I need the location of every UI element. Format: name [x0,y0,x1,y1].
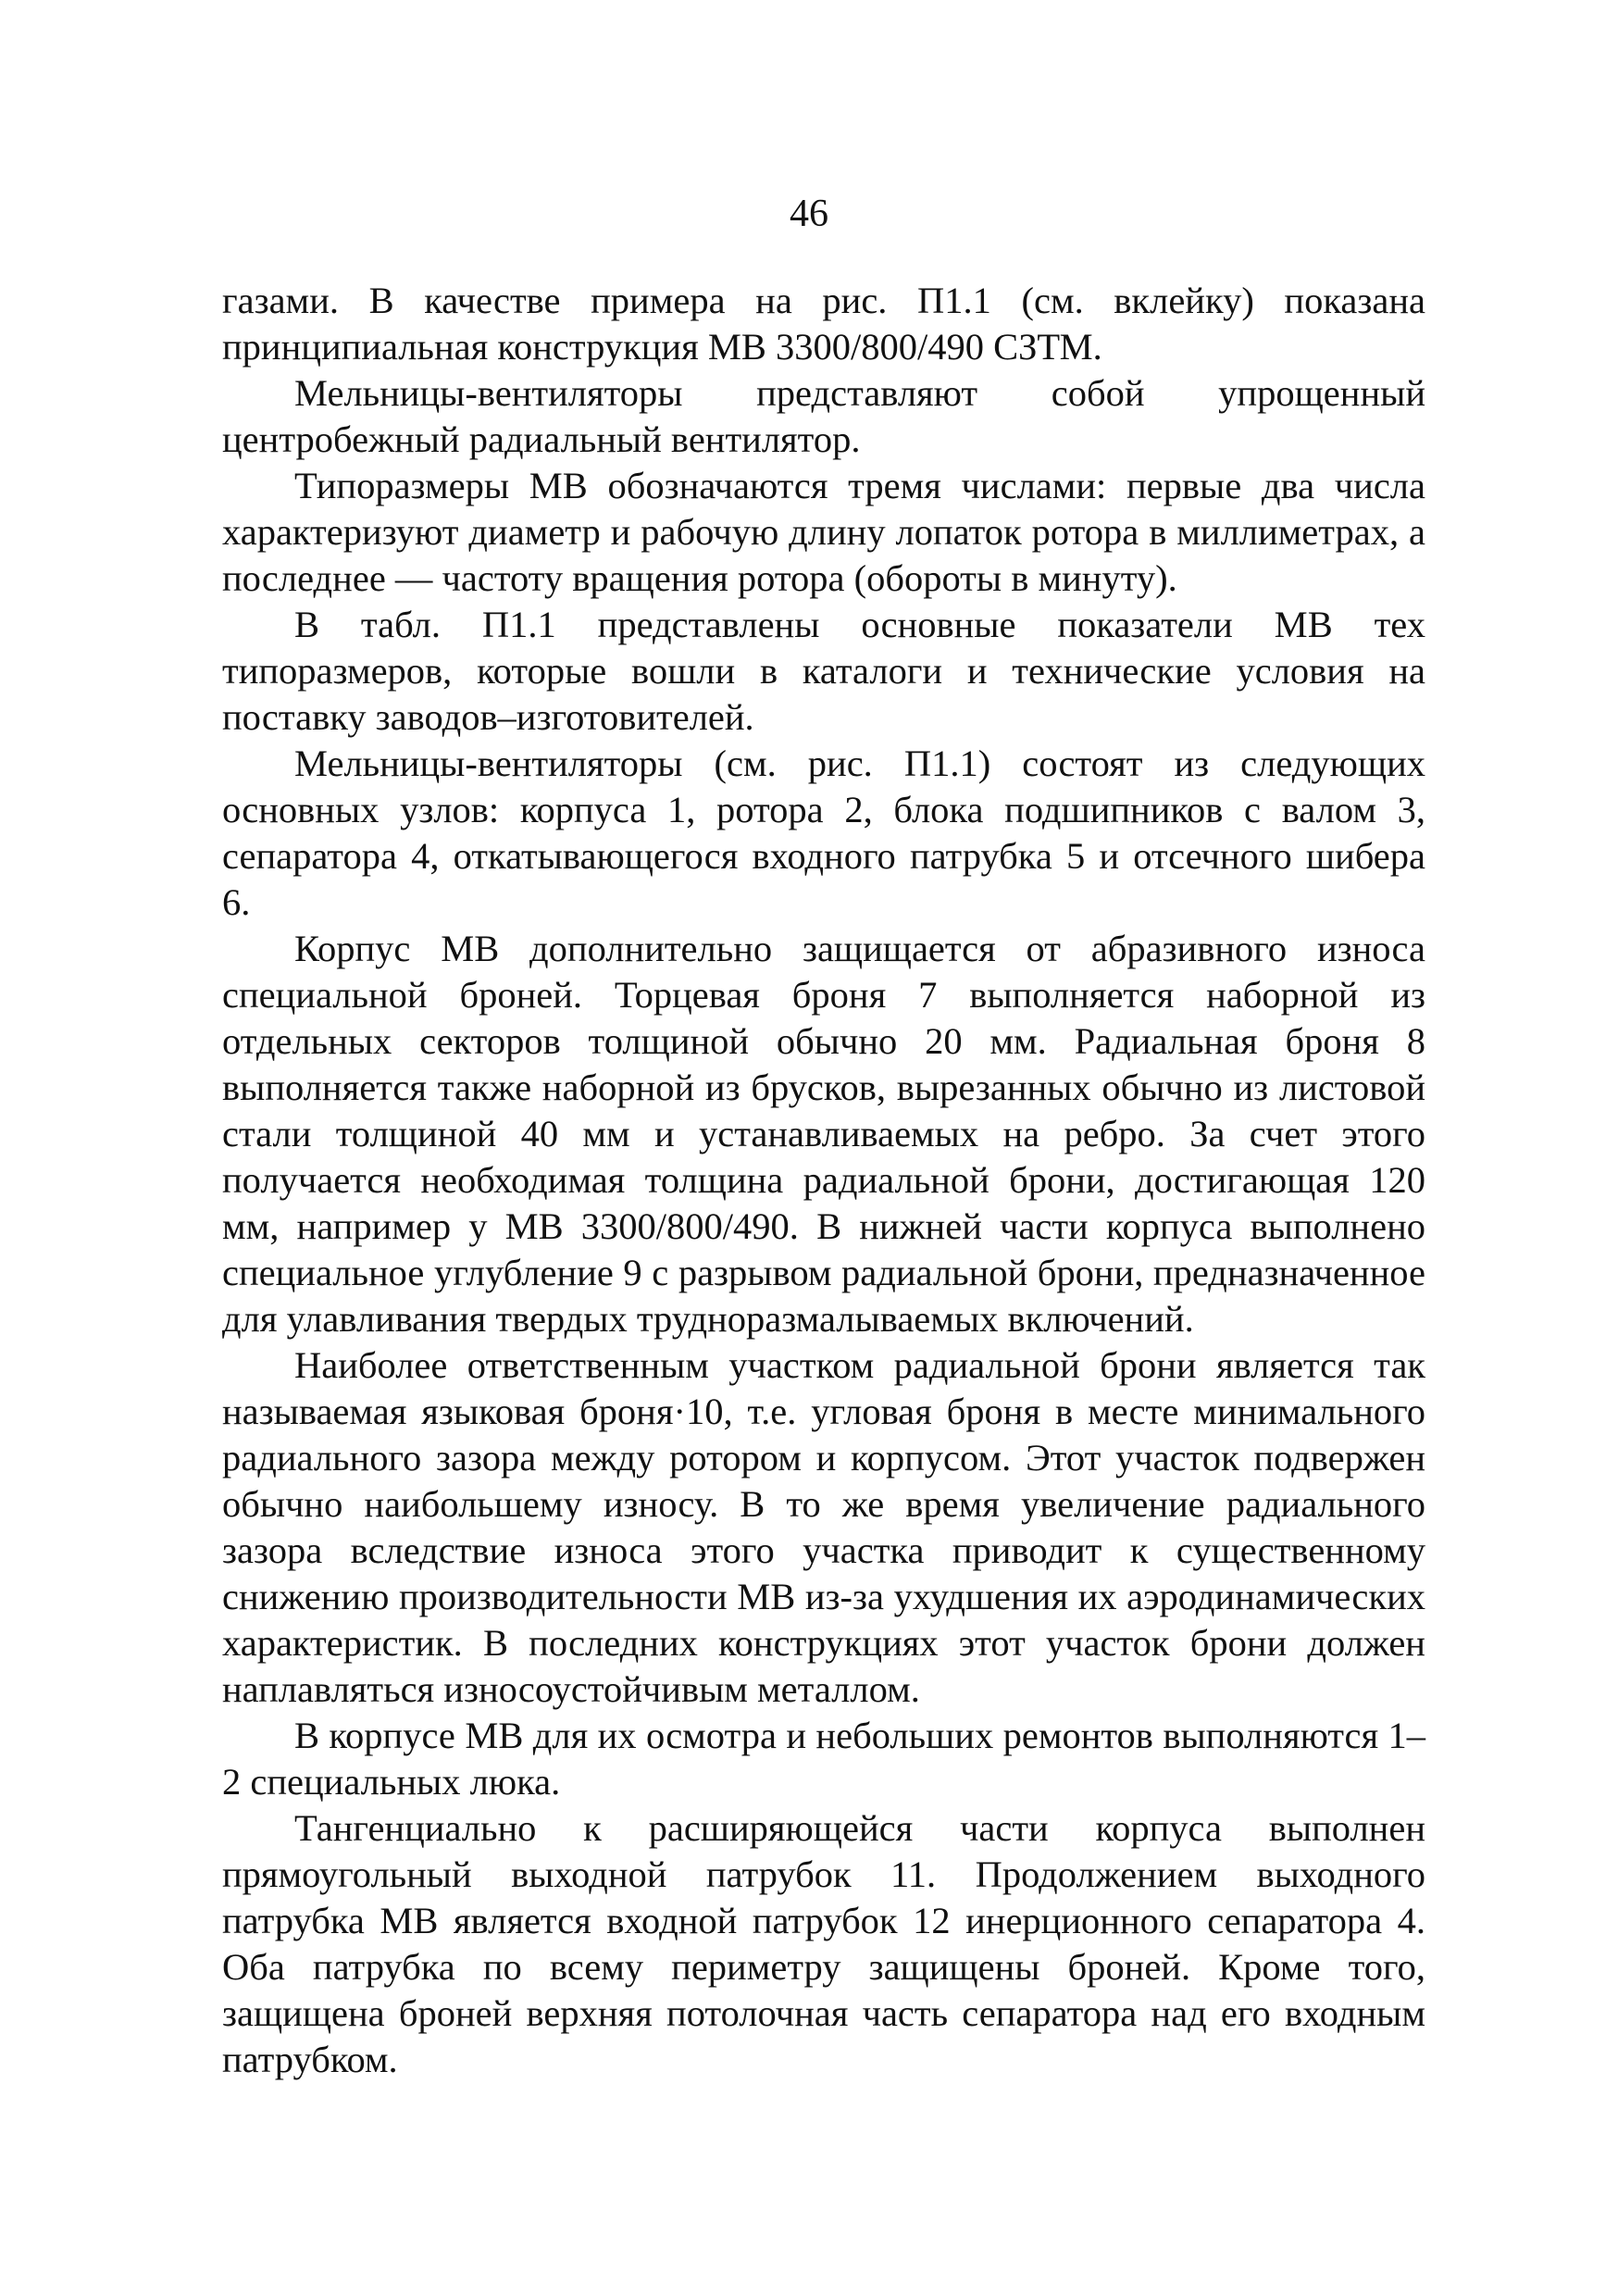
paragraph-5: Мельницы-вентиляторы (см. рис. П1.1) состоят из следующих основных узлов: корпуса 1, ротора 2, блока подшипников с валом 3, сепаратора 4, откатывающегося входного патрубка 5 и отсечного шибера 6. [222,742,1425,923]
paragraph-7: Наиболее ответственным участком радиальной брони является так называемая языковая броня·10, т.е. угловая броня в месте минимального радиального зазора между ротором и корпусом. Этот участок подвержен обычно наибольшему износу. В то же время увеличение радиального зазора вследствие износа этого участка приводит к существенному снижению производительности МВ из-за ухудшения их аэродинамических характеристик. В последних конструкциях этот участок брони должен наплавляться износоустойчивым металлом. [222,1344,1425,1710]
paragraph-6: Корпус МВ дополнительно защищается от абразивного износа специальной броней. Торцевая броня 7 выполняется наборной из отдельных секторов толщиной обычно 20 мм. Радиальная броня 8 выполняется также наборной из брусков, вырезанных обычно из листовой стали толщиной 40 мм и устанавливаемых на ребро. За счет этого получается необходимая толщина радиальной брони, достигающая 120 мм, например у МВ 3300/800/490. В нижней части корпуса выполнено специальное углубление 9 с разрывом радиальной брони, предназначенное для улавливания твердых трудноразмалываемых включений. [222,928,1425,1340]
paragraph-2: Мельницы-вентиляторы представляют собой упрощенный центробежный радиальный вентилятор. [222,372,1425,460]
paragraph-1: газами. В качестве примера на рис. П1.1 (см. вклейку) показана принципиальная конструкция МВ 3300/800/490 СЗТМ. [222,280,1425,368]
body-text [222,278,1425,2083]
paragraph-8: В корпусе МВ для их осмотра и небольших ремонтов выполняются 1–2 специальных люка. [222,1715,1425,1803]
paragraph-3: Типоразмеры МВ обозначаются тремя числами: первые два числа характеризуют диаметр и рабочую длину лопаток ротора в миллиметрах, а последнее — частоту вращения ротора (обороты в минуту). [222,465,1425,599]
paragraph-9: Тангенциально к расширяющейся части корпуса выполнен прямоугольный выходной патрубок 11. Продолжением выходного патрубка МВ является входной патрубок 12 инерционного сепаратора 4. Оба патрубка по всему периметру защищены броней. Кроме того, защищена броней верхняя потолочная часть сепаратора над его входным патрубком. [222,1807,1425,2080]
paragraph-4: В табл. П1.1 представлены основные показатели МВ тех типоразмеров, которые вошли в каталоги и технические условия на поставку заводов–изготовителей. [222,604,1425,738]
page-number: 46 [790,193,828,235]
